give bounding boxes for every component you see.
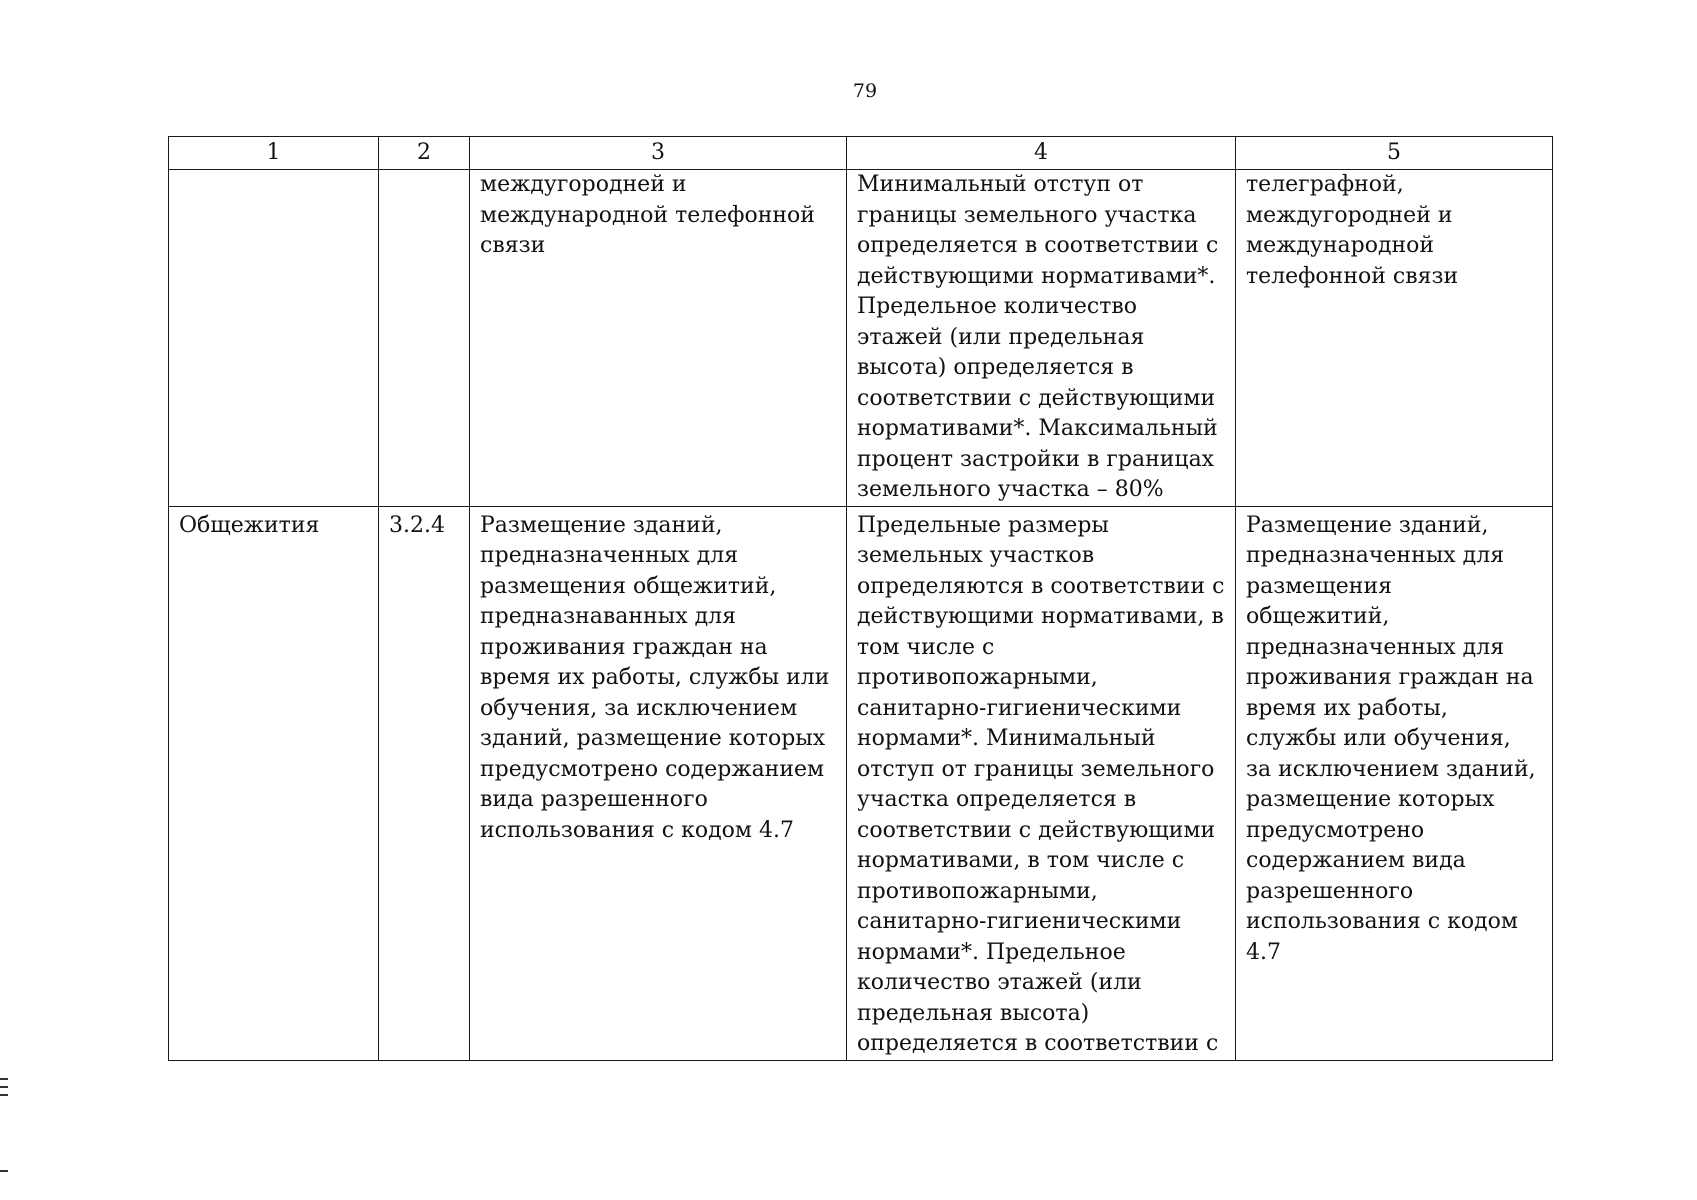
header-cell-2: 2 [379,137,470,170]
cell-parameters: Предельные размеры земельных участков определяются в соответствии с действующими нормативами, в том числе с противопожарными, санитарно-гигиеническими нормами*. Минимальный отступ от границы земельного участка определяется в соответствии с действующими нормативами, в том числе с противопожарными, санитарно-гигиеническими нормами*. Предельное количество этажей (или предельная высота) определяется в соответствии с [847,506,1236,1060]
cell-use-description: междугородней и международной телефонной связи [470,170,847,507]
header-cell-5: 5 [1236,137,1553,170]
page-number: 79 [852,80,878,102]
cell-notes: Размещение зданий, предназначенных для размещения общежитий, предназначенных для проживания граждан на время их работы, службы или обучения, за исключением зданий, размещение которых предусмотрено содержанием вида разрешенного использования с кодом 4.7 [1236,506,1553,1060]
cell-use-name: Общежития [169,506,379,1060]
table-header-row [169,137,1553,170]
zoning-table [168,136,1553,1061]
header-cell-3: 3 [470,137,847,170]
header-cell-4: 4 [847,137,1236,170]
table-row [169,506,1553,1060]
scan-mark [0,1086,8,1088]
scan-mark [0,1094,8,1096]
cell-use-code: 3.2.4 [379,506,470,1060]
cell-use-name [169,170,379,507]
header-cell-1: 1 [169,137,379,170]
cell-use-code [379,170,470,507]
table-row [169,170,1553,507]
cell-parameters: Минимальный отступ от границы земельного участка определяется в соответствии с действующими нормативами*. Предельное количество этажей (или предельная высота) определяется в соответствии с действующими нормативами*. Максимальный процент застройки в границах земельного участка – 80% [847,170,1236,507]
cell-use-description: Размещение зданий, предназначенных для размещения общежитий, предназнаванных для проживания граждан на время их работы, службы или обучения, за исключением зданий, размещение которых предусмотрено содержанием вида разрешенного использования с кодом 4.7 [470,506,847,1060]
scan-mark [0,1170,8,1172]
cell-notes: телеграфной, междугородней и международной телефонной связи [1236,170,1553,507]
scan-mark [0,1078,8,1080]
